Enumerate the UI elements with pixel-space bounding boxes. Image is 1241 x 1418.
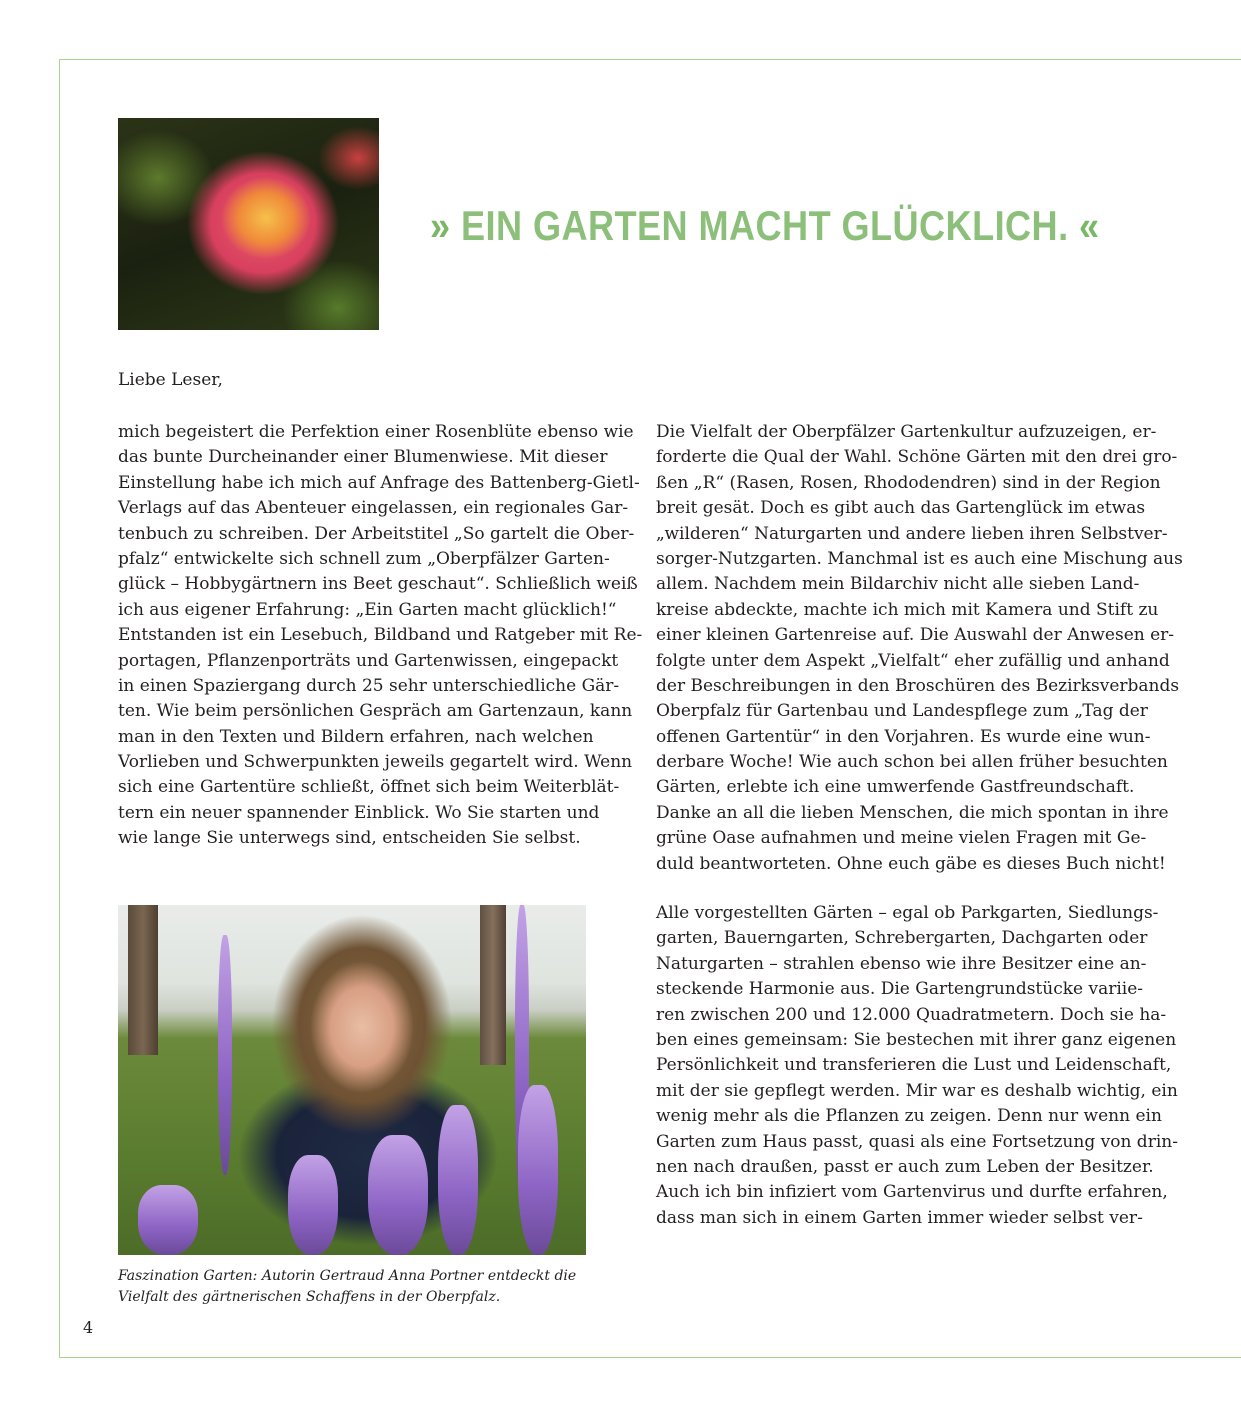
headline xyxy=(430,196,1100,256)
tree-trunk xyxy=(128,905,158,1055)
text-line: Die Vielfalt der Oberpfälzer Gartenkultur aufzuzeigen, er- xyxy=(656,422,1157,442)
text-line: offenen Gartentür“ in den Vorjahren. Es wurde eine wun- xyxy=(656,726,1151,747)
text-line: breit gesät. Doch es gibt auch das Gartenglück im etwas xyxy=(656,498,1146,519)
text-line: derbare Woche! Wie auch schon bei allen früher besuchten xyxy=(656,752,1168,773)
text-line: ten. Wie beim persönlichen Gespräch am Gartenzaun, kann xyxy=(118,701,633,722)
open-quote: » xyxy=(430,202,451,249)
caption-line: Vielfalt des gärtnerischen Schaffens in der Oberpfalz. xyxy=(118,1289,501,1305)
text-line: kreise abdeckte, machte ich mich mit Kamera und Stift zu xyxy=(656,599,1159,620)
lavender-bloom xyxy=(438,1105,478,1255)
right-column-text-2 xyxy=(656,901,1178,1231)
text-line: dass man sich in einem Garten immer wieder selbst ver- xyxy=(656,1207,1143,1228)
text-line: das bunte Durcheinander einer Blumenwiese. Mit dieser xyxy=(118,447,608,468)
text-line: steckende Harmonie aus. Die Gartengrundstücke variie- xyxy=(656,979,1144,1000)
text-line: in einen Spaziergang durch 25 sehr unterschiedliche Gär- xyxy=(118,675,620,696)
text-line: Garten zum Haus passt, quasi als eine Fortsetzung von drin- xyxy=(656,1131,1178,1152)
text-line: forderte die Qual der Wahl. Schöne Gärten mit den drei gro- xyxy=(656,447,1178,468)
tree-trunk xyxy=(480,905,506,1065)
text-line: Entstanden ist ein Lesebuch, Bildband und Ratgeber mit Re- xyxy=(118,625,643,646)
caption-line: Faszination Garten: Autorin Gertraud Anna Portner entdeckt die xyxy=(118,1268,577,1284)
text-line: man in den Texten und Bildern erfahren, nach welchen xyxy=(118,726,594,747)
text-line: einer kleinen Gartenreise auf. Die Auswahl der Anwesen er- xyxy=(656,625,1175,646)
text-line: wenig mehr als die Pflanzen zu zeigen. Denn nur wenn ein xyxy=(656,1106,1162,1127)
headline-text: EIN GARTEN MACHT GLÜCKLICH. xyxy=(460,202,1069,249)
text-line: portagen, Pflanzenporträts und Gartenwissen, eingepackt xyxy=(118,650,619,671)
text-line: Einstellung habe ich mich auf Anfrage des Battenberg-Gietl- xyxy=(118,472,640,493)
text-line: garten, Bauerngarten, Schrebergarten, Dachgarten oder xyxy=(656,928,1148,949)
text-line: folgte unter dem Aspekt „Vielfalt“ eher zufällig und anhand xyxy=(656,650,1170,671)
text-line: sich eine Gartentüre schließt, öffnet sich beim Weiterblät- xyxy=(118,777,620,798)
text-line: duld beantworteten. Ohne euch gäbe es dieses Buch nicht! xyxy=(656,853,1166,874)
text-line: Danke an all die lieben Menschen, die mich spontan in ihre xyxy=(656,802,1169,823)
text-line: wie lange Sie unterwegs sind, entscheiden Sie selbst. xyxy=(118,828,581,849)
lavender-bloom xyxy=(218,935,232,1175)
text-line: ich aus eigener Erfahrung: „Ein Garten macht glücklich!“ xyxy=(118,599,617,620)
text-line: Vorlieben und Schwerpunkten jeweils gegartelt wird. Wenn xyxy=(118,752,633,773)
lavender-bloom xyxy=(518,1085,558,1255)
text-line: tern ein neuer spannender Einblick. Wo Sie starten und xyxy=(118,802,600,823)
right-column-text-1 xyxy=(656,420,1183,877)
text-line: „wilderen“ Naturgarten und andere lieben ihren Selbstver- xyxy=(656,523,1168,544)
text-line: glück – Hobbygärtnern ins Beet geschaut“. Schließlich weiß xyxy=(118,574,638,595)
text-line: Persönlichkeit und transferieren die Lust und Leidenschaft, xyxy=(656,1055,1172,1076)
rose-photo xyxy=(118,118,379,330)
text-line: pfalz“ entwickelte sich schnell zum „Oberpfälzer Garten- xyxy=(118,548,610,569)
lavender-bloom xyxy=(288,1155,338,1255)
salutation: Liebe Leser, xyxy=(118,370,223,390)
author-portrait-photo xyxy=(118,905,586,1255)
text-line: sorger-Nutzgarten. Manchmal ist es auch eine Mischung aus xyxy=(656,548,1183,569)
text-line: grüne Oase aufnahmen und meine vielen Fragen mit Ge- xyxy=(656,828,1147,849)
text-line: mit der sie gepflegt werden. Mir war es deshalb wichtig, ein xyxy=(656,1080,1178,1101)
text-line: tenbuch zu schreiben. Der Arbeitstitel „So gartelt die Ober- xyxy=(118,523,635,544)
text-line: Verlags auf das Abenteuer eingelassen, ein regionales Gar- xyxy=(118,498,629,519)
text-line: ßen „R“ (Rasen, Rosen, Rhododendren) sind in der Region xyxy=(656,472,1161,493)
lavender-bloom xyxy=(368,1135,428,1255)
text-line: Auch ich bin infiziert vom Gartenvirus und durfte erfahren, xyxy=(656,1182,1168,1203)
left-column-text xyxy=(118,420,643,852)
text-line: Oberpfalz für Gartenbau und Landespflege zum „Tag der xyxy=(656,701,1148,722)
text-line: ren zwischen 200 und 12.000 Quadratmetern. Doch sie ha- xyxy=(656,1004,1167,1025)
text-line: allem. Nachdem mein Bildarchiv nicht alle sieben Land- xyxy=(656,574,1140,595)
text-line: nen nach draußen, passt er auch zum Leben der Besitzer. xyxy=(656,1156,1154,1177)
close-quote: « xyxy=(1079,202,1100,249)
text-line: der Beschreibungen in den Broschüren des Bezirksverbands xyxy=(656,675,1180,696)
page-number: 4 xyxy=(83,1318,94,1337)
text-line: mich begeistert die Perfektion einer Rosenblüte ebenso wie xyxy=(118,422,634,442)
photo-caption xyxy=(118,1266,588,1308)
lavender-bloom xyxy=(138,1185,198,1255)
text-line: ben eines gemeinsam: Sie bestechen mit ihrer ganz eigenen xyxy=(656,1029,1177,1050)
text-line: Alle vorgestellten Gärten – egal ob Parkgarten, Siedlungs- xyxy=(656,903,1159,923)
text-line: Naturgarten – strahlen ebenso wie ihre Besitzer eine an- xyxy=(656,953,1147,974)
text-line: Gärten, erlebte ich eine umwerfende Gastfreundschaft. xyxy=(656,777,1135,798)
